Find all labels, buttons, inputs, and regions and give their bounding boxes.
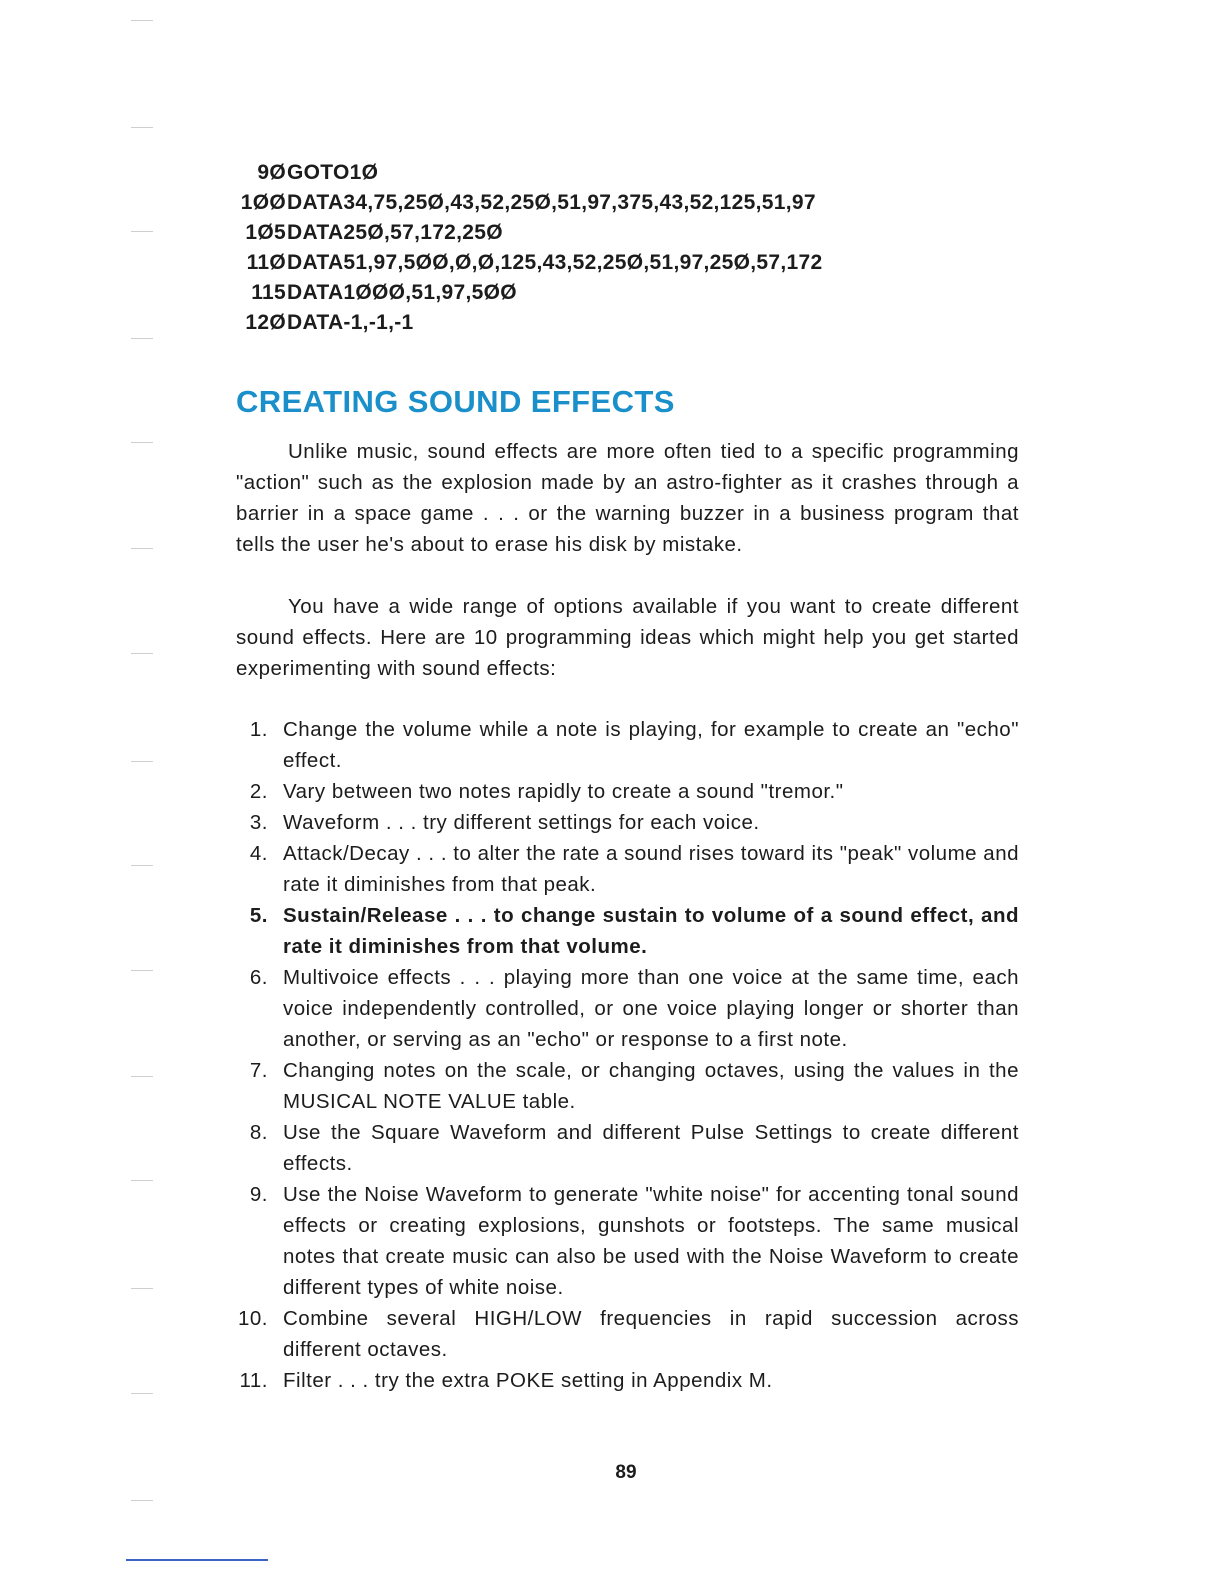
statement: DATA1ØØØ,51,97,5ØØ xyxy=(287,281,517,304)
list-item xyxy=(236,1117,1019,1179)
item-number: 6. xyxy=(249,966,268,989)
list-item xyxy=(236,1179,1019,1303)
basic-code-listing xyxy=(236,158,1036,338)
page-number: 89 xyxy=(615,1462,637,1483)
item-number: 3. xyxy=(249,811,268,834)
options-paragraph xyxy=(236,591,1019,684)
list-item xyxy=(236,714,1019,776)
line-number: 9Ø xyxy=(257,161,286,184)
line-number: 11Ø xyxy=(246,251,286,274)
code-line xyxy=(236,278,1036,308)
margin-tick-marks xyxy=(0,0,180,1584)
statement: DATA-1,-1,-1 xyxy=(287,311,414,334)
list-item xyxy=(236,1303,1019,1365)
item-text: Sustain/Release . . . to change sustain to volume of a sound effect, and rate it diminishes from that volume. xyxy=(283,904,1019,958)
list-item xyxy=(236,807,1019,838)
item-text: Vary between two notes rapidly to create a sound "tremor." xyxy=(283,780,844,803)
item-text: Multivoice effects . . . playing more than one voice at the same time, each voice independently controlled, or one voice playing longer or shorter than another, or serving as an "echo" or response to a first note. xyxy=(283,966,1019,1051)
item-text: Filter . . . try the extra POKE setting in Appendix M. xyxy=(283,1369,773,1392)
code-line xyxy=(236,188,1036,218)
statement: GOTO1Ø xyxy=(287,161,379,184)
item-text: Waveform . . . try different settings for each voice. xyxy=(283,811,760,834)
item-number: 9. xyxy=(249,1183,268,1206)
item-number: 10. xyxy=(238,1307,268,1330)
list-item xyxy=(236,1365,1019,1396)
sound-effect-ideas-list xyxy=(236,714,1019,1396)
line-number: 115 xyxy=(251,281,286,304)
item-number: 2. xyxy=(249,780,268,803)
statement: DATA51,97,5ØØ,Ø,Ø,125,43,52,25Ø,51,97,25Ø,57,172 xyxy=(287,251,823,274)
item-text: Use the Square Waveform and different Pulse Settings to create different effects. xyxy=(283,1121,1019,1175)
item-text: Change the volume while a note is playing, for example to create an "echo" effect. xyxy=(283,718,1019,772)
line-number: 1Ø5 xyxy=(245,221,286,244)
statement: DATA25Ø,57,172,25Ø xyxy=(287,221,503,244)
code-line xyxy=(236,308,1036,338)
item-text: Use the Noise Waveform to generate "white noise" for accenting tonal sound effects or creating explosions, gunshots or footsteps. The same musical notes that create music can also be used with the Noise Waveform to create different types of white noise. xyxy=(283,1183,1019,1299)
list-item xyxy=(236,1055,1019,1117)
item-number: 4. xyxy=(249,842,268,865)
code-line xyxy=(236,218,1036,248)
list-item xyxy=(236,962,1019,1055)
code-line xyxy=(236,158,1036,188)
bottom-rule xyxy=(126,1559,268,1561)
line-number: 1ØØ xyxy=(240,191,286,214)
item-text: Attack/Decay . . . to alter the rate a sound rises toward its "peak" volume and rate it diminishes from that peak. xyxy=(283,842,1019,896)
statement: DATA34,75,25Ø,43,52,25Ø,51,97,375,43,52,125,51,97 xyxy=(287,191,816,214)
list-item xyxy=(236,776,1019,807)
item-number: 5. xyxy=(249,904,268,927)
list-item xyxy=(236,900,1019,962)
options-paragraph-text: You have a wide range of options available if you want to create different sound effects. Here are 10 programming ideas which might help you get started experimenting with sound effects: xyxy=(236,595,1019,680)
code-line xyxy=(236,248,1036,278)
list-item xyxy=(236,838,1019,900)
item-number: 8. xyxy=(249,1121,268,1144)
item-number: 11. xyxy=(239,1369,268,1392)
item-text: Combine several HIGH/LOW frequencies in rapid succession across different octaves. xyxy=(283,1307,1019,1361)
intro-paragraph xyxy=(236,436,1019,560)
section-heading: CREATING SOUND EFFECTS xyxy=(236,384,675,419)
line-number: 12Ø xyxy=(245,311,286,334)
item-number: 7. xyxy=(249,1059,268,1082)
intro-paragraph-text: Unlike music, sound effects are more often tied to a specific programming "action" such as the explosion made by an astro-fighter as it crashes through a barrier in a space game . . . or the warning buzzer in a business program that tells the user he's about to erase his disk by mistake. xyxy=(236,440,1019,556)
item-number: 1. xyxy=(249,718,268,741)
item-text: Changing notes on the scale, or changing octaves, using the values in the MUSICAL NOTE VALUE table. xyxy=(283,1059,1019,1113)
